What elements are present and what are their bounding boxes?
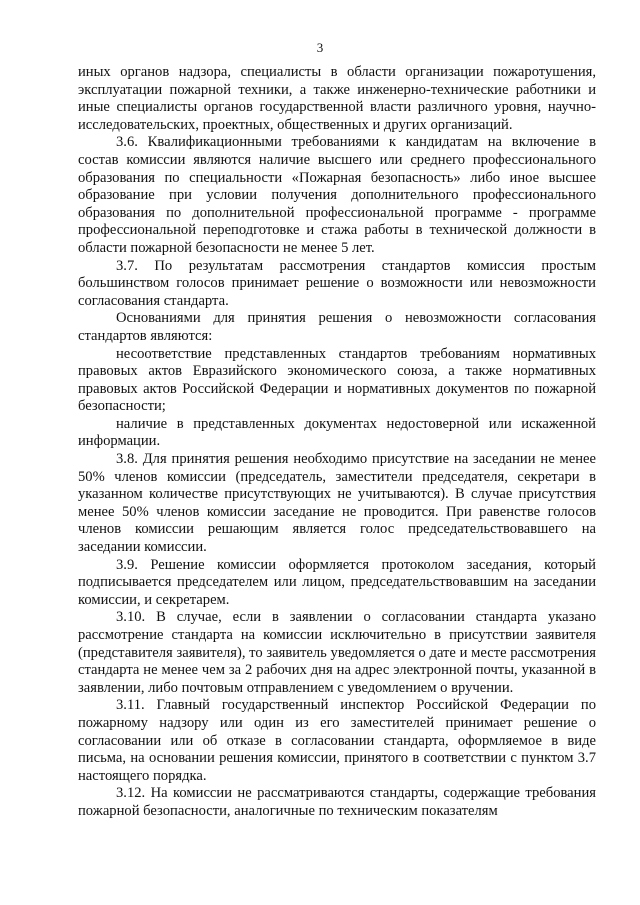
- paragraph-continuation: иных органов надзора, специалисты в области организации пожаротушения, эксплуатации пожарной техники, а также инженерно-технические работники и иные специалисты органов государственной власти различного уровня, научно-исследовательских, проектных, общественных и других организаций.: [78, 64, 596, 133]
- paragraph-grounds-intro: Основаниями для принятия решения о невозможности согласования стандартов являются:: [78, 310, 596, 344]
- paragraph-3-7: 3.7. По результатам рассмотрения стандартов комиссия простым большинством голосов принимает решение о возможности или невозможности согласования стандарта.: [78, 257, 596, 309]
- paragraph-3-8: 3.8. Для принятия решения необходимо присутствие на заседании не менее 50% членов комиссии (председатель, заместители председателя, секретари в указанном количестве присутствующих не учитываются). В случае присутствия менее 50% членов комиссии заседание не проводится. При равенстве голосов членов комиссии решающим является голос председательствовавшего на заседании комиссии.: [78, 451, 596, 556]
- document-body: [78, 64, 596, 821]
- paragraph-3-12: 3.12. На комиссии не рассматриваются стандарты, содержащие требования пожарной безопасности, аналогичные по техническим показателям: [78, 785, 596, 819]
- paragraph-ground-2: наличие в представленных документах недостоверной или искаженной информации.: [78, 415, 596, 450]
- paragraph-3-6: 3.6. Квалификационными требованиями к кандидатам на включение в состав комиссии являются наличие высшего или среднего профессионального образования по специальности «Пожарная безопасность» либо иное высшее образование при условии получения дополнительного профессионального образования по дополнительной профессиональной программе - программе профессиональной переподготовке и стажа работы в технической должности в области пожарной безопасности не менее 5 лет.: [78, 134, 596, 256]
- page-number: 3: [316, 40, 324, 55]
- paragraph-3-9: 3.9. Решение комиссии оформляется протоколом заседания, который подписывается председателем или лицом, председательствовавшим на заседании комиссии, и секретарем.: [78, 556, 596, 608]
- paragraph-ground-1: несоответствие представленных стандартов требованиям нормативных правовых актов Евразийского экономического союза, а также нормативных правовых актов Российской Федерации и нормативных документов по пожарной безопасности;: [78, 345, 596, 415]
- paragraph-3-11: 3.11. Главный государственный инспектор Российской Федерации по пожарному надзору или один из его заместителей принимает решение о согласовании или об отказе в согласовании стандарта, оформляемое в виде письма, на основании решения комиссии, принятого в соответствии с пунктом 3.7 настоящего порядка.: [78, 697, 596, 784]
- paragraph-3-10: 3.10. В случае, если в заявлении о согласовании стандарта указано рассмотрение стандарта на комиссии исключительно в присутствии заявителя (представителя заявителя), то заявитель уведомляется о дате и месте рассмотрения стандарта не менее чем за 2 рабочих дня на адрес электронной почты, указанной в заявлении, либо почтовым отправлением с уведомлением о вручении.: [78, 609, 596, 696]
